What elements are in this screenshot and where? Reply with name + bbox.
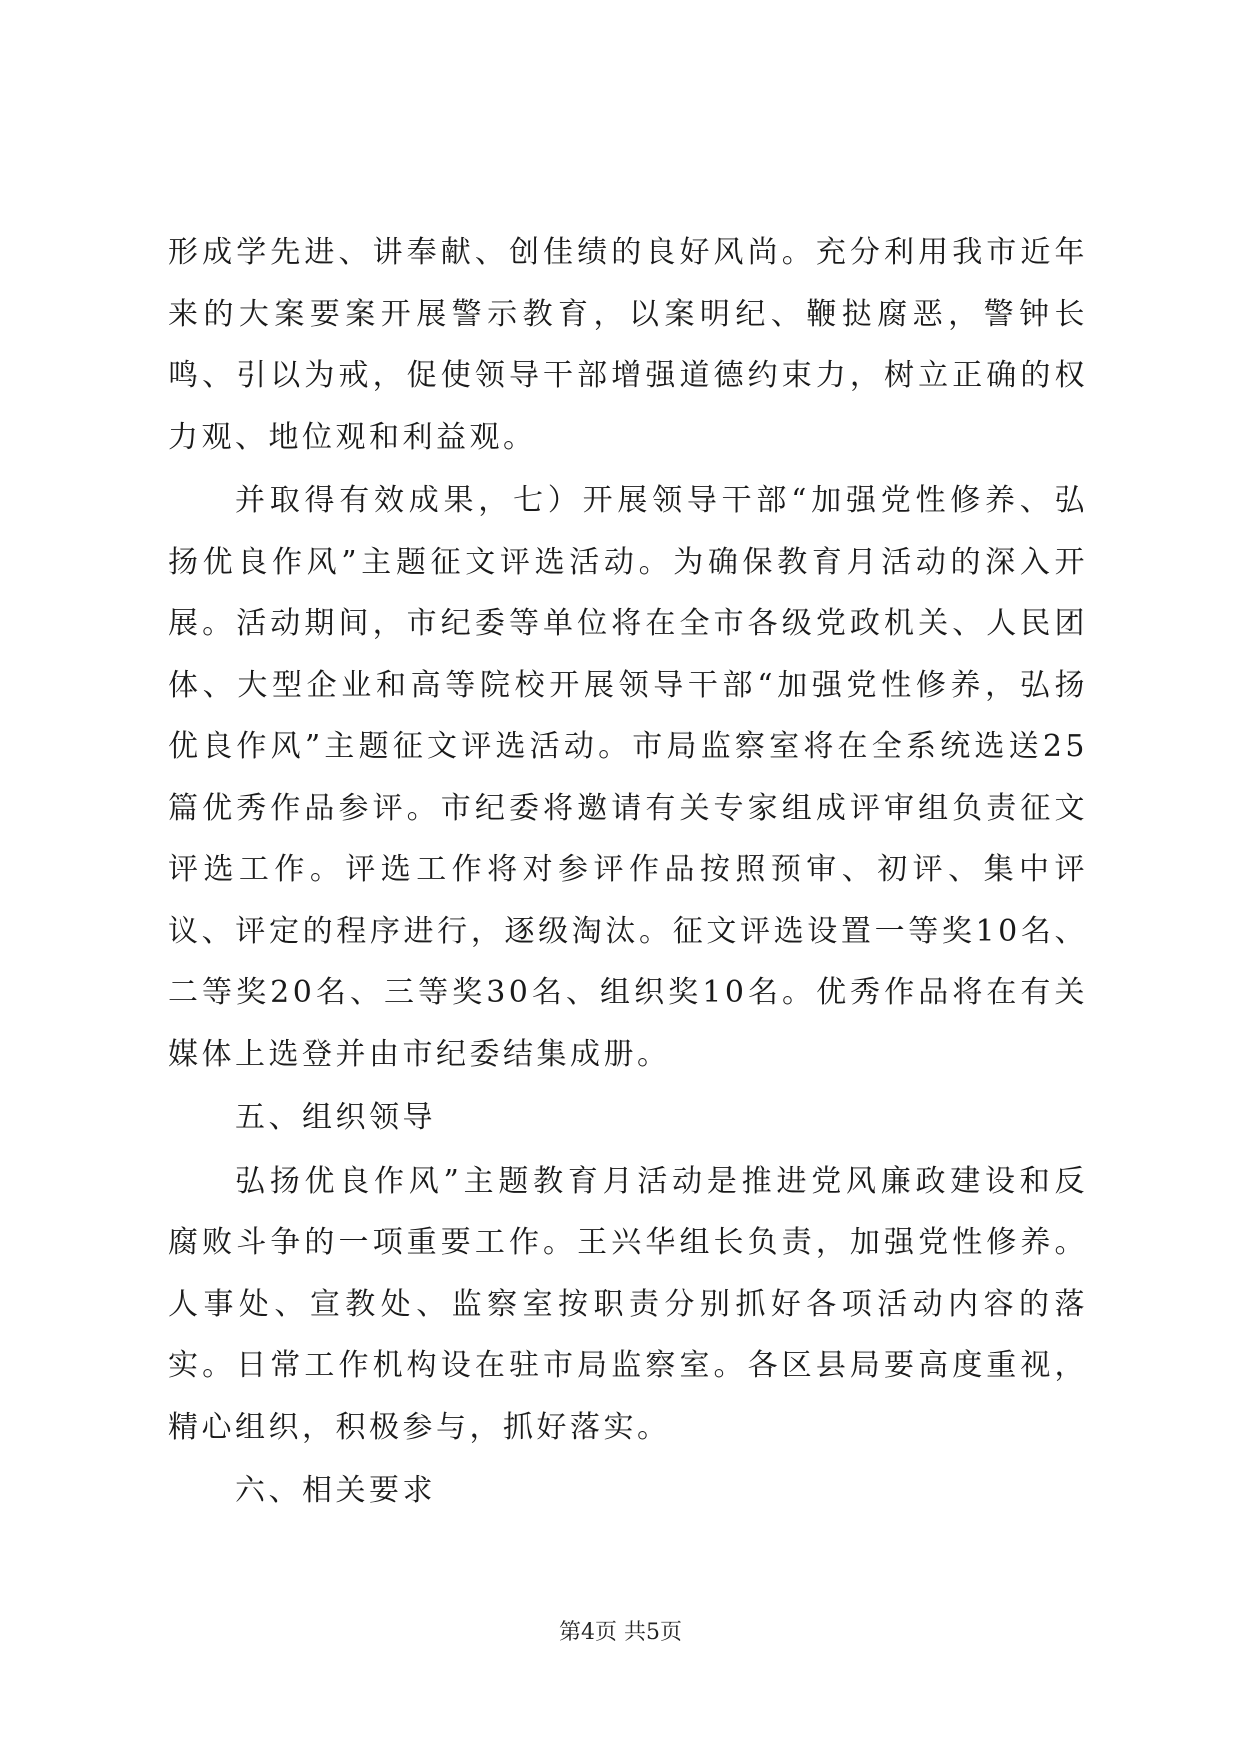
section-heading-requirements: 六、相关要求	[235, 1473, 436, 1508]
paragraph-continuation: 形成学先进、讲奉献、创佳绩的良好风尚。充分利用我市近年来的大案要案开展警示教育，以案明纪、鞭挞腐恶，警钟长鸣、引以为戒，促使领导干部增强道德约束力，树立正确的权力观、地位观和利益观。	[168, 235, 1088, 455]
paragraph-organization: 弘扬优良作风”主题教育月活动是推进党风廉政建设和反腐败斗争的一项重要工作。王兴华组长负责，加强党性修养。人事处、宣教处、监察室按职责分别抓好各项活动内容的落实。日常工作机构设在驻市局监察室。各区县局要高度重视，精心组织，积极参与，抓好落实。	[168, 1163, 1088, 1445]
page-number-footer: 第4页 共5页	[559, 1620, 682, 1645]
document-body	[168, 222, 1088, 1522]
section-heading-organization: 五、组织领导	[235, 1100, 436, 1135]
paragraph-essay-contest: 并取得有效成果，七）开展领导干部“加强党性修养、弘扬优良作风”主题征文评选活动。为确保教育月活动的深入开展。活动期间，市纪委等单位将在全市各级党政机关、人民团体、大型企业和高等院校开展领导干部“加强党性修养，弘扬优良作风”主题征文评选活动。市局监察室将在全系统选送25篇优秀作品参评。市纪委将邀请有关专家组成评审组负责征文评选工作。评选工作将对参评作品按照预审、初评、集中评议、评定的程序进行，逐级淘汰。征文评选设置一等奖10名、二等奖20名、三等奖30名、组织奖10名。优秀作品将在有关媒体上选登并由市纪委结集成册。	[168, 483, 1088, 1072]
